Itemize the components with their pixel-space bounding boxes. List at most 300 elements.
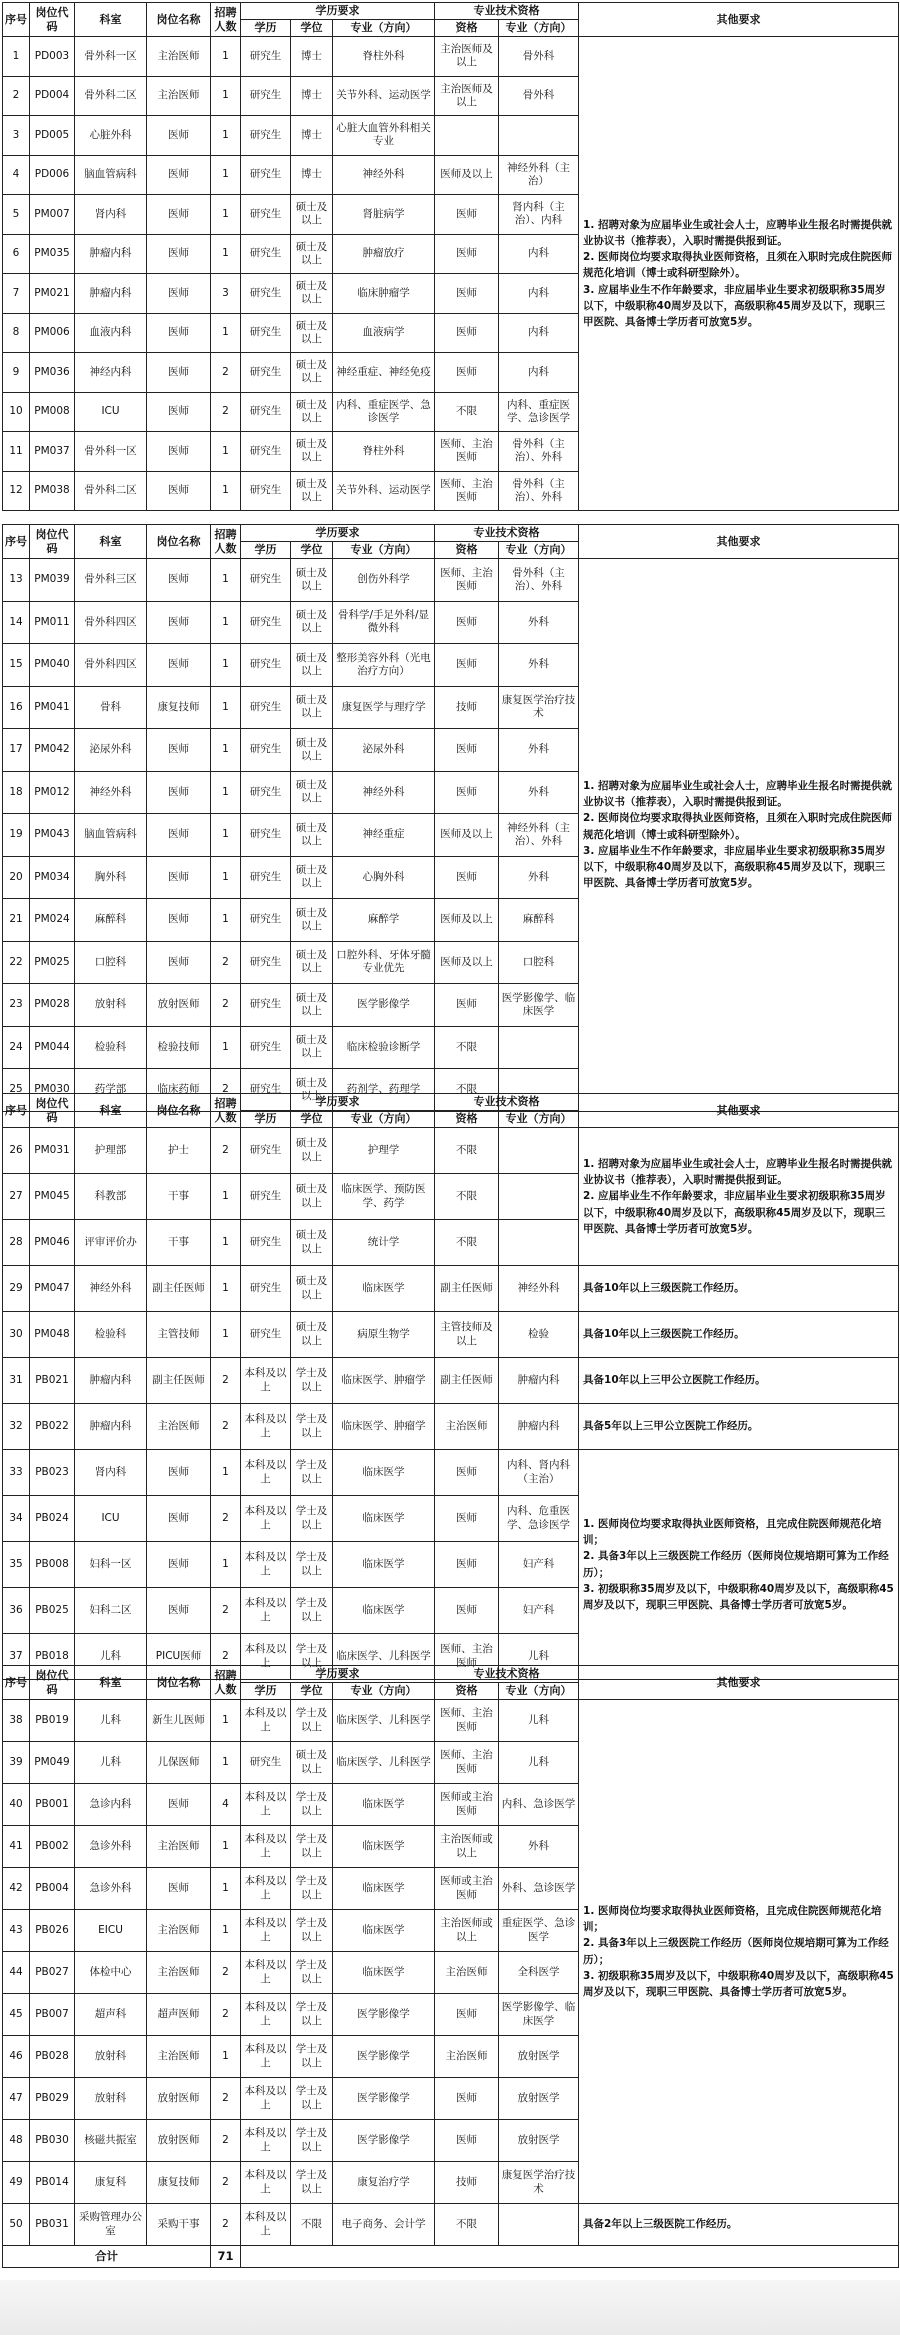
cell-qualification: 医师 bbox=[435, 234, 499, 274]
cell-education: 研究生 bbox=[241, 984, 291, 1027]
cell-post: 主治医师 bbox=[147, 1910, 211, 1952]
cell-degree: 学士及以上 bbox=[291, 1868, 333, 1910]
cell-tech-major: 医学影像学、临床医学 bbox=[499, 1994, 579, 2036]
cell-post: 干事 bbox=[147, 1174, 211, 1220]
cell-post: 临床药师 bbox=[147, 1069, 211, 1112]
cell-degree: 硕士及以上 bbox=[291, 313, 333, 353]
cell-post: 医师 bbox=[147, 1784, 211, 1826]
cell-seq: 41 bbox=[3, 1826, 30, 1868]
cell-count: 1 bbox=[211, 195, 241, 235]
cell-count: 1 bbox=[211, 1868, 241, 1910]
cell-count: 3 bbox=[211, 274, 241, 314]
cell-degree: 博士 bbox=[291, 76, 333, 116]
cell-major: 脊柱外科 bbox=[333, 37, 435, 77]
cell-dept: 肾内科 bbox=[75, 1450, 147, 1496]
table-row bbox=[3, 37, 899, 77]
cell-count: 1 bbox=[211, 1266, 241, 1312]
col-header-education-group: 学历要求 bbox=[241, 3, 435, 20]
table-block-3 bbox=[2, 1093, 898, 1680]
cell-major: 医学影像学 bbox=[333, 2078, 435, 2120]
cell-tech-major: 重症医学、急诊医学 bbox=[499, 1910, 579, 1952]
cell-qualification: 医师、主治医师 bbox=[435, 471, 499, 511]
cell-education: 本科及以上 bbox=[241, 1450, 291, 1496]
cell-dept: 采购管理办公室 bbox=[75, 2204, 147, 2246]
cell-seq: 22 bbox=[3, 941, 30, 984]
cell-tech-major: 儿科 bbox=[499, 1634, 579, 1680]
cell-major: 临床医学、肿瘤学 bbox=[333, 1358, 435, 1404]
cell-code: PM036 bbox=[30, 353, 75, 393]
cell-major: 病原生物学 bbox=[333, 1312, 435, 1358]
cell-education: 研究生 bbox=[241, 729, 291, 772]
cell-degree: 硕士及以上 bbox=[291, 195, 333, 235]
cell-education: 研究生 bbox=[241, 432, 291, 472]
cell-major: 医学影像学 bbox=[333, 2120, 435, 2162]
cell-code: PB023 bbox=[30, 1450, 75, 1496]
cell-dept: 急诊外科 bbox=[75, 1868, 147, 1910]
cell-post: 医师 bbox=[147, 941, 211, 984]
cell-major: 康复治疗学 bbox=[333, 2162, 435, 2204]
header-row bbox=[3, 1666, 899, 1683]
cell-qualification: 主治医师 bbox=[435, 1952, 499, 1994]
cell-count: 1 bbox=[211, 1174, 241, 1220]
cell-degree: 学士及以上 bbox=[291, 1994, 333, 2036]
cell-degree: 硕士及以上 bbox=[291, 644, 333, 687]
cell-education: 研究生 bbox=[241, 644, 291, 687]
cell-education: 研究生 bbox=[241, 76, 291, 116]
cell-count: 2 bbox=[211, 1496, 241, 1542]
cell-dept: 肿瘤内科 bbox=[75, 234, 147, 274]
cell-degree: 学士及以上 bbox=[291, 1700, 333, 1742]
cell-major: 临床医学 bbox=[333, 1910, 435, 1952]
col-header-seq: 序号 bbox=[3, 1094, 30, 1128]
cell-major: 整形美容外科（光电治疗方向） bbox=[333, 644, 435, 687]
col-header-seq: 序号 bbox=[3, 525, 30, 559]
cell-seq: 13 bbox=[3, 559, 30, 602]
total-row bbox=[3, 2246, 899, 2268]
cell-degree: 博士 bbox=[291, 155, 333, 195]
cell-dept: 肿瘤内科 bbox=[75, 274, 147, 314]
cell-dept: 护理部 bbox=[75, 1128, 147, 1174]
cell-post: 医师 bbox=[147, 814, 211, 857]
cell-code: PB025 bbox=[30, 1588, 75, 1634]
cell-education: 本科及以上 bbox=[241, 1588, 291, 1634]
cell-tech-major bbox=[499, 1026, 579, 1069]
cell-tech-major: 儿科 bbox=[499, 1700, 579, 1742]
cell-tech-major: 内科、急诊医学 bbox=[499, 1784, 579, 1826]
cell-dept: 妇科二区 bbox=[75, 1588, 147, 1634]
cell-qualification: 技师 bbox=[435, 686, 499, 729]
cell-qualification: 医师 bbox=[435, 274, 499, 314]
col-header-count: 招聘人数 bbox=[211, 3, 241, 37]
cell-education: 本科及以上 bbox=[241, 1700, 291, 1742]
cell-tech-major: 内科、危重医学、急诊医学 bbox=[499, 1496, 579, 1542]
cell-tech-major bbox=[499, 1174, 579, 1220]
cell-count: 1 bbox=[211, 1450, 241, 1496]
cell-post: 主管技师 bbox=[147, 1312, 211, 1358]
cell-code: PM034 bbox=[30, 856, 75, 899]
col-header-qualification: 资格 bbox=[435, 542, 499, 559]
cell-degree: 学士及以上 bbox=[291, 2162, 333, 2204]
cell-major: 泌尿外科 bbox=[333, 729, 435, 772]
cell-code: PM045 bbox=[30, 1174, 75, 1220]
col-header-post: 岗位名称 bbox=[147, 525, 211, 559]
cell-seq: 33 bbox=[3, 1450, 30, 1496]
cell-count: 2 bbox=[211, 1128, 241, 1174]
cell-tech-major: 外科 bbox=[499, 771, 579, 814]
cell-count: 1 bbox=[211, 313, 241, 353]
cell-education: 研究生 bbox=[241, 37, 291, 77]
cell-qualification: 医师 bbox=[435, 195, 499, 235]
cell-education: 本科及以上 bbox=[241, 1952, 291, 1994]
cell-degree: 学士及以上 bbox=[291, 1910, 333, 1952]
cell-code: PM035 bbox=[30, 234, 75, 274]
cell-dept: 放射科 bbox=[75, 984, 147, 1027]
col-header-qualification: 资格 bbox=[435, 20, 499, 37]
cell-post: 康复技师 bbox=[147, 686, 211, 729]
cell-dept: 口腔科 bbox=[75, 941, 147, 984]
cell-education: 本科及以上 bbox=[241, 2078, 291, 2120]
cell-dept: 神经外科 bbox=[75, 1266, 147, 1312]
cell-code: PM047 bbox=[30, 1266, 75, 1312]
cell-count: 1 bbox=[211, 155, 241, 195]
cell-tech-major: 骨外科（主治）、外科 bbox=[499, 471, 579, 511]
cell-dept: 妇科一区 bbox=[75, 1542, 147, 1588]
cell-count: 1 bbox=[211, 1742, 241, 1784]
cell-degree: 硕士及以上 bbox=[291, 559, 333, 602]
cell-seq: 5 bbox=[3, 195, 30, 235]
cell-major: 临床医学 bbox=[333, 1450, 435, 1496]
cell-tech-major: 口腔科 bbox=[499, 941, 579, 984]
cell-code: PM048 bbox=[30, 1312, 75, 1358]
cell-code: PB018 bbox=[30, 1634, 75, 1680]
cell-post: 超声医师 bbox=[147, 1994, 211, 2036]
cell-education: 研究生 bbox=[241, 195, 291, 235]
cell-degree: 学士及以上 bbox=[291, 1634, 333, 1680]
cell-post: 医师 bbox=[147, 559, 211, 602]
cell-post: 医师 bbox=[147, 353, 211, 393]
cell-post: 主治医师 bbox=[147, 76, 211, 116]
cell-tech-major: 肿瘤内科 bbox=[499, 1404, 579, 1450]
cell-tech-major: 外科、急诊医学 bbox=[499, 1868, 579, 1910]
cell-dept: 肿瘤内科 bbox=[75, 1404, 147, 1450]
cell-code: PB031 bbox=[30, 2204, 75, 2246]
cell-dept: 康复科 bbox=[75, 2162, 147, 2204]
cell-degree: 硕士及以上 bbox=[291, 1312, 333, 1358]
cell-count: 1 bbox=[211, 1542, 241, 1588]
cell-major: 血液病学 bbox=[333, 313, 435, 353]
cell-qualification: 医师及以上 bbox=[435, 155, 499, 195]
cell-tech-major: 外科 bbox=[499, 601, 579, 644]
cell-count: 1 bbox=[211, 1910, 241, 1952]
cell-code: PB014 bbox=[30, 2162, 75, 2204]
cell-education: 研究生 bbox=[241, 771, 291, 814]
cell-seq: 7 bbox=[3, 274, 30, 314]
cell-dept: 急诊内科 bbox=[75, 1784, 147, 1826]
cell-degree: 学士及以上 bbox=[291, 1784, 333, 1826]
cell-major: 临床医学、肿瘤学 bbox=[333, 1404, 435, 1450]
cell-degree: 硕士及以上 bbox=[291, 941, 333, 984]
cell-qualification: 主管技师及以上 bbox=[435, 1312, 499, 1358]
cell-major: 肿瘤放疗 bbox=[333, 234, 435, 274]
cell-major: 神经重症、神经免疫 bbox=[333, 353, 435, 393]
cell-education: 本科及以上 bbox=[241, 1634, 291, 1680]
cell-seq: 46 bbox=[3, 2036, 30, 2078]
cell-dept: 核磁共振室 bbox=[75, 2120, 147, 2162]
cell-qualification: 医师及以上 bbox=[435, 941, 499, 984]
cell-education: 本科及以上 bbox=[241, 1826, 291, 1868]
cell-tech-major: 全科医学 bbox=[499, 1952, 579, 1994]
cell-qualification: 医师 bbox=[435, 1994, 499, 2036]
cell-tech-major: 儿科 bbox=[499, 1742, 579, 1784]
cell-code: PB030 bbox=[30, 2120, 75, 2162]
cell-qualification: 医师 bbox=[435, 771, 499, 814]
col-header-tech-qualification-group: 专业技术资格 bbox=[435, 3, 579, 20]
cell-degree: 硕士及以上 bbox=[291, 984, 333, 1027]
cell-code: PD004 bbox=[30, 76, 75, 116]
cell-qualification: 医师 bbox=[435, 601, 499, 644]
cell-count: 1 bbox=[211, 1026, 241, 1069]
col-header-degree: 学位 bbox=[291, 1111, 333, 1128]
cell-degree: 硕士及以上 bbox=[291, 392, 333, 432]
recruitment-table bbox=[2, 1093, 899, 1680]
cell-count: 1 bbox=[211, 771, 241, 814]
cell-other-requirements: 1. 医师岗位均要求取得执业医师资格，且完成住院医师规范化培训； 2. 具备3年以上三级医院工作经历（医师岗位规培期可算为工作经历）； 3. 初级职称35周岁及以下，中级职称40周岁及以下，高级职称45周岁及以下，现职三甲医院、具备博士学历者可放宽5岁。 bbox=[579, 1700, 899, 2204]
cell-education: 本科及以上 bbox=[241, 1358, 291, 1404]
cell-seq: 11 bbox=[3, 432, 30, 472]
cell-post: 医师 bbox=[147, 1542, 211, 1588]
cell-qualification: 医师 bbox=[435, 1450, 499, 1496]
cell-seq: 44 bbox=[3, 1952, 30, 1994]
table-row bbox=[3, 1358, 899, 1404]
cell-degree: 学士及以上 bbox=[291, 1450, 333, 1496]
col-header-tech-major: 专业（方向） bbox=[499, 1683, 579, 1700]
col-header-qualification: 资格 bbox=[435, 1683, 499, 1700]
cell-count: 2 bbox=[211, 2120, 241, 2162]
cell-post: 主治医师 bbox=[147, 1404, 211, 1450]
page-bottom-margin bbox=[0, 2280, 900, 2335]
cell-education: 研究生 bbox=[241, 1069, 291, 1112]
cell-tech-major bbox=[499, 1220, 579, 1266]
cell-qualification: 副主任医师 bbox=[435, 1358, 499, 1404]
col-header-post: 岗位名称 bbox=[147, 3, 211, 37]
cell-major: 肾脏病学 bbox=[333, 195, 435, 235]
cell-other-requirements: 具备10年以上三级医院工作经历。 bbox=[579, 1312, 899, 1358]
cell-tech-major: 康复医学治疗技术 bbox=[499, 2162, 579, 2204]
cell-dept: 骨外科四区 bbox=[75, 601, 147, 644]
col-header-count: 招聘人数 bbox=[211, 1094, 241, 1128]
cell-education: 研究生 bbox=[241, 1026, 291, 1069]
cell-count: 2 bbox=[211, 941, 241, 984]
cell-tech-major: 外科 bbox=[499, 729, 579, 772]
cell-qualification: 医师或主治医师 bbox=[435, 1784, 499, 1826]
cell-tech-major: 肿瘤内科 bbox=[499, 1358, 579, 1404]
cell-count: 1 bbox=[211, 729, 241, 772]
cell-code: PM028 bbox=[30, 984, 75, 1027]
cell-code: PM041 bbox=[30, 686, 75, 729]
cell-tech-major: 外科 bbox=[499, 856, 579, 899]
col-header-dept: 科室 bbox=[75, 1666, 147, 1700]
cell-code: PM011 bbox=[30, 601, 75, 644]
header-row bbox=[3, 1094, 899, 1111]
recruitment-table bbox=[2, 524, 899, 1112]
cell-seq: 8 bbox=[3, 313, 30, 353]
table-row bbox=[3, 1700, 899, 1742]
cell-tech-major: 内科、重症医学、急诊医学 bbox=[499, 392, 579, 432]
cell-education: 研究生 bbox=[241, 392, 291, 432]
cell-count: 1 bbox=[211, 1312, 241, 1358]
cell-major: 统计学 bbox=[333, 1220, 435, 1266]
cell-degree: 博士 bbox=[291, 37, 333, 77]
cell-count: 1 bbox=[211, 601, 241, 644]
cell-dept: 骨外科一区 bbox=[75, 37, 147, 77]
cell-seq: 18 bbox=[3, 771, 30, 814]
cell-degree: 学士及以上 bbox=[291, 2036, 333, 2078]
cell-count: 1 bbox=[211, 234, 241, 274]
cell-code: PB021 bbox=[30, 1358, 75, 1404]
cell-other-requirements: 具备5年以上三甲公立医院工作经历。 bbox=[579, 1404, 899, 1450]
table-block-1 bbox=[2, 2, 898, 511]
table-row bbox=[3, 1128, 899, 1174]
cell-other-requirements: 1. 招聘对象为应届毕业生或社会人士，应聘毕业生报名时需提供就业协议书（推荐表），入职时需提供报到证。 2. 应届毕业生不作年龄要求，非应届毕业生要求初级职称35周岁以下，中级职称40周岁及以下，高级职称45周岁及以下，现职三甲医院、具备博士学历者可放宽5岁。 bbox=[579, 1128, 899, 1266]
cell-major: 口腔外科、牙体牙髓专业优先 bbox=[333, 941, 435, 984]
cell-degree: 硕士及以上 bbox=[291, 471, 333, 511]
col-header-qualification: 资格 bbox=[435, 1111, 499, 1128]
col-header-education: 学历 bbox=[241, 542, 291, 559]
cell-education: 研究生 bbox=[241, 1312, 291, 1358]
cell-qualification: 主治医师及以上 bbox=[435, 76, 499, 116]
col-header-education: 学历 bbox=[241, 1683, 291, 1700]
cell-qualification: 医师 bbox=[435, 2120, 499, 2162]
cell-major: 骨科学/手足外科/显微外科 bbox=[333, 601, 435, 644]
cell-dept: 放射科 bbox=[75, 2036, 147, 2078]
cell-degree: 学士及以上 bbox=[291, 1952, 333, 1994]
cell-degree: 学士及以上 bbox=[291, 1826, 333, 1868]
cell-post: 医师 bbox=[147, 234, 211, 274]
cell-education: 本科及以上 bbox=[241, 1784, 291, 1826]
col-header-education-group: 学历要求 bbox=[241, 525, 435, 542]
cell-major: 临床医学、预防医学、药学 bbox=[333, 1174, 435, 1220]
cell-count: 1 bbox=[211, 1826, 241, 1868]
cell-qualification: 医师 bbox=[435, 1588, 499, 1634]
total-blank bbox=[241, 2246, 899, 2268]
recruitment-table bbox=[2, 2, 899, 511]
cell-degree: 硕士及以上 bbox=[291, 899, 333, 942]
cell-education: 本科及以上 bbox=[241, 2162, 291, 2204]
cell-education: 研究生 bbox=[241, 1174, 291, 1220]
cell-education: 本科及以上 bbox=[241, 2204, 291, 2246]
cell-tech-major: 麻醉科 bbox=[499, 899, 579, 942]
cell-seq: 31 bbox=[3, 1358, 30, 1404]
cell-tech-major: 检验 bbox=[499, 1312, 579, 1358]
cell-qualification: 医师、主治医师 bbox=[435, 1742, 499, 1784]
cell-other-requirements: 1. 招聘对象为应届毕业生或社会人士，应聘毕业生报名时需提供就业协议书（推荐表），入职时需提供报到证。 2. 医师岗位均要求取得执业医师资格，且须在入职时完成住院医师规范化培训（博士或科研型除外）。 3. 应届毕业生不作年龄要求，非应届毕业生要求初级职称35周岁以下，中级职称40周岁及以下，高级职称45周岁及以下，现职三甲医院、具备博士学历者可放宽5岁。 bbox=[579, 37, 899, 511]
table-row bbox=[3, 1312, 899, 1358]
cell-tech-major: 神经外科（主治） bbox=[499, 155, 579, 195]
cell-post: 儿保医师 bbox=[147, 1742, 211, 1784]
cell-qualification: 医师、主治医师 bbox=[435, 1634, 499, 1680]
cell-seq: 39 bbox=[3, 1742, 30, 1784]
cell-qualification: 医师及以上 bbox=[435, 814, 499, 857]
cell-post: 副主任医师 bbox=[147, 1266, 211, 1312]
cell-code: PM021 bbox=[30, 274, 75, 314]
cell-education: 研究生 bbox=[241, 941, 291, 984]
cell-code: PD003 bbox=[30, 37, 75, 77]
cell-major: 临床医学、儿科医学 bbox=[333, 1634, 435, 1680]
cell-qualification: 医师 bbox=[435, 353, 499, 393]
cell-qualification bbox=[435, 116, 499, 156]
col-header-education-group: 学历要求 bbox=[241, 1094, 435, 1111]
cell-dept: 评审评价办 bbox=[75, 1220, 147, 1266]
cell-qualification: 医师 bbox=[435, 313, 499, 353]
cell-major: 医学影像学 bbox=[333, 1994, 435, 2036]
cell-qualification: 医师、主治医师 bbox=[435, 1700, 499, 1742]
cell-seq: 9 bbox=[3, 353, 30, 393]
col-header-seq: 序号 bbox=[3, 3, 30, 37]
col-header-education-group: 学历要求 bbox=[241, 1666, 435, 1683]
cell-other-requirements: 1. 招聘对象为应届毕业生或社会人士，应聘毕业生报名时需提供就业协议书（推荐表），入职时需提供报到证。 2. 医师岗位均要求取得执业医师资格，且须在入职时完成住院医师规范化培训（博士或科研型除外）。 3. 应届毕业生不作年龄要求，非应届毕业生要求初级职称35周岁以下，中级职称40周岁及以下，高级职称45周岁及以下，现职三甲医院、具备博士学历者可放宽5岁。 bbox=[579, 559, 899, 1112]
cell-post: 医师 bbox=[147, 1496, 211, 1542]
cell-tech-major: 骨外科 bbox=[499, 37, 579, 77]
cell-tech-major: 外科 bbox=[499, 1826, 579, 1868]
cell-dept: 骨外科四区 bbox=[75, 644, 147, 687]
cell-major: 脊柱外科 bbox=[333, 432, 435, 472]
cell-major: 关节外科、运动医学 bbox=[333, 76, 435, 116]
cell-dept: 儿科 bbox=[75, 1700, 147, 1742]
cell-code: PB022 bbox=[30, 1404, 75, 1450]
recruitment-table bbox=[2, 1665, 899, 2268]
cell-seq: 29 bbox=[3, 1266, 30, 1312]
col-header-dept: 科室 bbox=[75, 1094, 147, 1128]
col-header-code: 岗位代码 bbox=[30, 3, 75, 37]
cell-degree: 硕士及以上 bbox=[291, 234, 333, 274]
cell-code: PB019 bbox=[30, 1700, 75, 1742]
cell-seq: 20 bbox=[3, 856, 30, 899]
cell-tech-major: 放射医学 bbox=[499, 2078, 579, 2120]
cell-code: PM044 bbox=[30, 1026, 75, 1069]
cell-dept: 放射科 bbox=[75, 2078, 147, 2120]
cell-education: 本科及以上 bbox=[241, 1994, 291, 2036]
cell-post: 副主任医师 bbox=[147, 1358, 211, 1404]
cell-dept: 超声科 bbox=[75, 1994, 147, 2036]
cell-count: 2 bbox=[211, 1634, 241, 1680]
cell-tech-major: 内科 bbox=[499, 313, 579, 353]
cell-seq: 19 bbox=[3, 814, 30, 857]
cell-education: 研究生 bbox=[241, 1220, 291, 1266]
cell-post: 医师 bbox=[147, 155, 211, 195]
cell-post: 医师 bbox=[147, 313, 211, 353]
cell-other-requirements: 1. 医师岗位均要求取得执业医师资格，且完成住院医师规范化培训； 2. 具备3年以上三级医院工作经历（医师岗位规培期可算为工作经历）； 3. 初级职称35周岁及以下，中级职称40周岁及以下，高级职称45周岁及以下，现职三甲医院、具备博士学历者可放宽5岁。 bbox=[579, 1450, 899, 1680]
cell-qualification: 医师、主治医师 bbox=[435, 559, 499, 602]
cell-count: 2 bbox=[211, 2162, 241, 2204]
cell-code: PB026 bbox=[30, 1910, 75, 1952]
cell-count: 1 bbox=[211, 471, 241, 511]
table-row bbox=[3, 1404, 899, 1450]
cell-code: PB001 bbox=[30, 1784, 75, 1826]
cell-seq: 14 bbox=[3, 601, 30, 644]
cell-qualification: 技师 bbox=[435, 2162, 499, 2204]
cell-count: 2 bbox=[211, 353, 241, 393]
cell-major: 临床医学 bbox=[333, 1496, 435, 1542]
cell-dept: 神经内科 bbox=[75, 353, 147, 393]
cell-other-requirements: 具备10年以上三甲公立医院工作经历。 bbox=[579, 1358, 899, 1404]
cell-dept: 检验科 bbox=[75, 1312, 147, 1358]
table-row bbox=[3, 2204, 899, 2246]
cell-count: 2 bbox=[211, 984, 241, 1027]
cell-major: 心胸外科 bbox=[333, 856, 435, 899]
cell-tech-major: 内科、肾内科（主治） bbox=[499, 1450, 579, 1496]
cell-qualification: 主治医师或以上 bbox=[435, 1910, 499, 1952]
cell-qualification: 主治医师 bbox=[435, 1404, 499, 1450]
